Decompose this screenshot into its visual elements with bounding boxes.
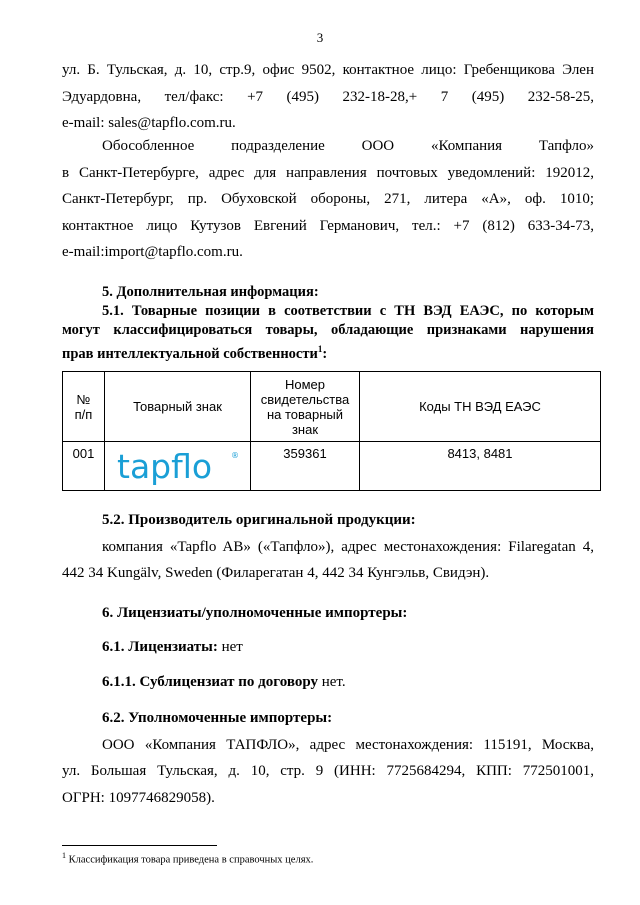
registered-mark: ® — [230, 451, 239, 460]
text-line: e-mail: sales@tapflo.com.ru. — [62, 115, 236, 131]
footnote-text: Классификация товара приведена в справочных целях. — [66, 854, 314, 866]
section-heading: 6.2. Уполномоченные импортеры: — [102, 710, 333, 726]
subsection-label: 6.1.1. Сублицензиат по договору — [102, 674, 318, 690]
text-line: Эдуардовна, тел/факс: +7 (495) 232-18-28,+ 7 (495) 232-58-25, — [62, 88, 594, 105]
subsection-text-line: могут классифицироваться товары, обладающие признаками нарушения — [62, 322, 594, 338]
cell-trademark — [105, 442, 251, 491]
page-number: 3 — [316, 30, 324, 45]
section-5-2 — [62, 507, 594, 587]
cell-number: 001 — [63, 442, 105, 491]
logo-wordmark: tapflo — [116, 447, 212, 486]
text-line: 442 34 Kungälv, Sweden (Филарегатан 4, 442 34 Кунгэльв, Свидэн). — [62, 565, 490, 581]
header-cell-codes: Коды ТН ВЭД ЕАЭС — [360, 372, 601, 442]
section-6-2 — [62, 705, 594, 811]
text-line: e-mail:import@tapflo.com.ru. — [62, 244, 243, 260]
subsection-text: прав интеллектуальной собственности — [62, 345, 318, 362]
header-cell-number — [63, 372, 105, 442]
header-text: Номер — [284, 376, 325, 392]
text-line: ул. Б. Тульская, д. 10, стр.9, офис 9502, контактное лицо: Гребенщикова Элен — [62, 62, 594, 78]
text-line: ул. Большая Тульская, д. 10, стр. 9 (ИНН: 7725684294, КПП: 772501001, — [62, 763, 594, 779]
colon: : — [322, 345, 328, 362]
header-text: свидетельства — [260, 391, 350, 407]
contact-paragraph-moscow — [62, 57, 594, 137]
contact-paragraph-spb — [62, 133, 594, 266]
table-header-row — [63, 372, 601, 442]
section-heading: 5.2. Производитель оригинальной продукции: — [102, 512, 416, 528]
footnote-ref: 1 — [317, 344, 323, 354]
header-text: знак — [291, 421, 319, 437]
footnote-mark: 1 — [62, 851, 66, 860]
footnote-separator — [62, 845, 217, 846]
header-text: п/п — [74, 406, 93, 422]
table-row — [63, 442, 601, 491]
cell-codes: 8413, 8481 — [360, 442, 601, 491]
text-line: компания «Tapflo AB» («Тапфло»), адрес местонахождения: Filaregatan 4, — [102, 538, 594, 555]
text-line: контактное лицо Кутузов Евгений Германович, тел.: +7 (812) 633-34-73, — [62, 217, 594, 234]
subsection-text-line — [62, 340, 594, 364]
text-line: Санкт-Петербург, пр. Обуховской обороны, 271, литера «А», оф. 1010; — [62, 191, 594, 207]
section-5 — [62, 283, 594, 364]
text-line — [62, 634, 594, 661]
subsection-value: нет — [217, 639, 243, 655]
text-line: Обособленное подразделение ООО «Компания Тапфло» — [102, 138, 594, 154]
header-cell-trademark: Товарный знак — [105, 372, 251, 442]
subsection-value: нет. — [317, 674, 346, 690]
trademark-table — [62, 371, 601, 491]
text-line — [62, 669, 594, 696]
text-line: в Санкт-Петербурге, адрес для направления почтовых уведомлений: 192012, — [62, 164, 594, 181]
section-6 — [62, 600, 594, 627]
footnote — [62, 851, 313, 866]
subsection-label: 6.1. Лицензиаты: — [102, 639, 218, 655]
subsection-text-line: 5.1. Товарные позиции в соответствии с ТН ВЭД ЕАЭС, по которым — [102, 303, 594, 319]
text-line: ООО «Компания ТАПФЛО», адрес местонахождения: 115191, Москва, — [102, 736, 594, 753]
header-text: № — [76, 391, 91, 407]
section-6-1 — [62, 634, 594, 661]
header-text: на товарный — [266, 406, 344, 422]
section-heading: 6. Лицензиаты/уполномоченные импортеры: — [102, 605, 408, 621]
cell-certificate: 359361 — [251, 442, 360, 491]
section-6-1-1 — [62, 669, 594, 696]
text-line: ОГРН: 1097746829058). — [62, 789, 215, 806]
section-heading: 5. Дополнительная информация: — [102, 284, 319, 300]
header-cell-certificate — [251, 372, 360, 442]
tapflo-logo — [113, 444, 243, 486]
